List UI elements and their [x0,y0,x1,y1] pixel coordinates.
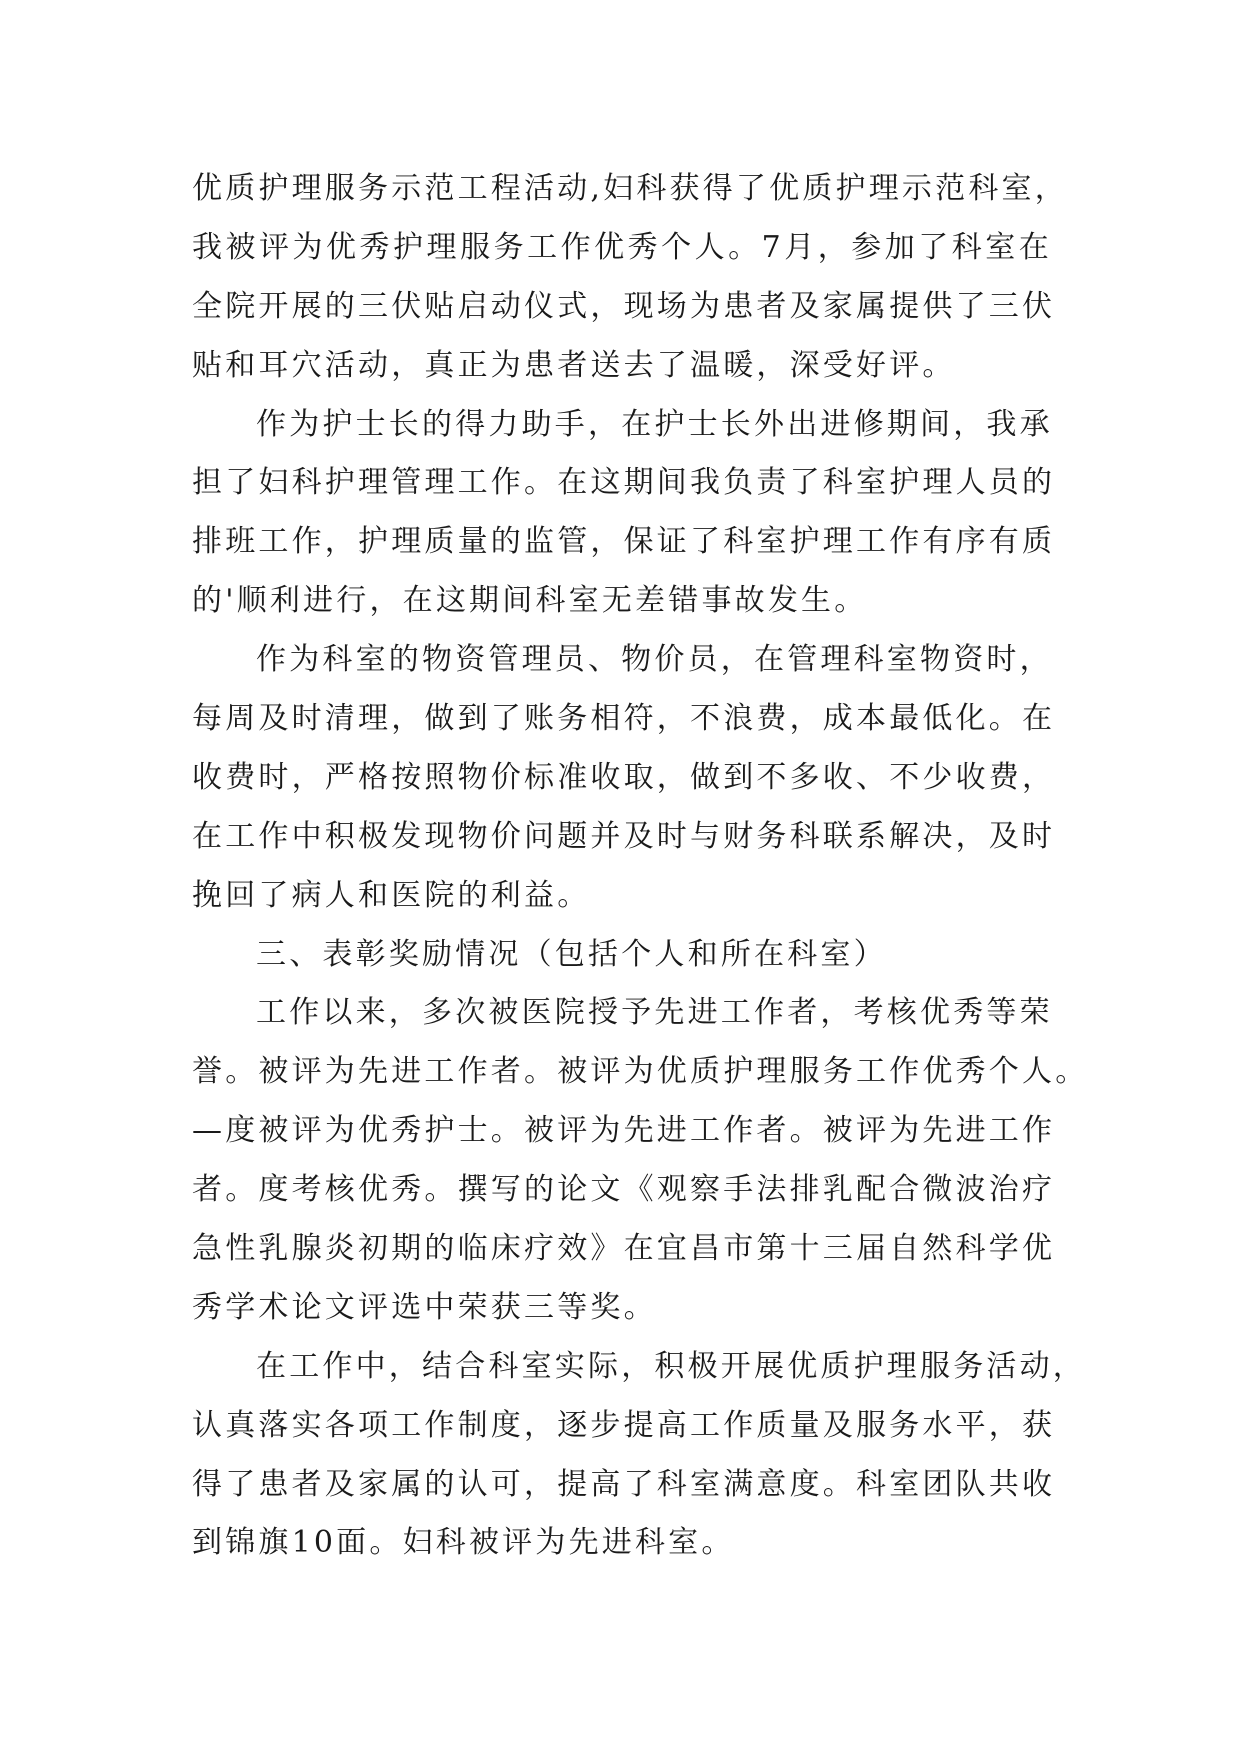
text-line: 在工作中积极发现物价问题并及时与财务科联系解决，及时 [192,818,1056,854]
text-line: 秀学术论文评选中荣获三等奖。 [192,1289,657,1325]
text-line: 全院开展的三伏贴启动仪式，现场为患者及家属提供了三伏 [192,288,1056,324]
text-line: 每周及时清理，做到了账务相符，不浪费，成本最低化。在 [192,701,1056,737]
text-line: 我被评为优秀护理服务工作优秀个人。7月，参加了科室在 [192,229,1052,265]
document-body [192,160,1089,1573]
text-line: 认真落实各项工作制度，逐步提高工作质量及服务水平，获 [192,1407,1056,1443]
text-line: 收费时，严格按照物价标准收取，做到不多收、不少收费， [192,759,1056,795]
paragraph-start-line: 工作以来，多次被医院授予先进工作者，考核优秀等荣 [256,995,1053,1031]
text-line: 排班工作，护理质量的监管，保证了科室护理工作有序有质 [192,524,1056,560]
paragraph-start-line: 作为护士长的得力助手，在护士长外出进修期间，我承 [256,406,1053,442]
text-line: 挽回了病人和医院的利益。 [192,877,591,913]
paragraph-start-line: 作为科室的物资管理员、物价员，在管理科室物资时， [256,642,1053,678]
section-heading: 三、表彰奖励情况（包括个人和所在科室） [256,936,887,972]
text-line: 优质护理服务示范工程活动,妇科获得了优质护理示范科室， [192,171,1068,206]
text-line: 誉。被评为先进工作者。被评为优质护理服务工作优秀个人。 [192,1054,1089,1090]
text-line: 贴和耳穴活动，真正为患者送去了温暖，深受好评。 [192,347,956,383]
text-line: —度被评为优秀护士。被评为先进工作者。被评为先进工作 [192,1113,1056,1149]
text-line: 得了患者及家属的认可，提高了科室满意度。科室团队共收 [192,1466,1056,1502]
text-line: 急性乳腺炎初期的临床疗效》在宜昌市第十三届自然科学优 [192,1231,1056,1267]
paragraph-start-line: 在工作中，结合科室实际，积极开展优质护理服务活动， [256,1348,1086,1384]
text-line: 担了妇科护理管理工作。在这期间我负责了科室护理人员的 [192,465,1056,501]
text-line: 到锦旗10面。妇科被评为先进科室。 [192,1525,735,1561]
text-line: 的'顺利进行，在这期间科室无差错事故发生。 [192,583,868,619]
text-line: 者。度考核优秀。撰写的论文《观察手法排乳配合微波治疗 [192,1172,1056,1208]
